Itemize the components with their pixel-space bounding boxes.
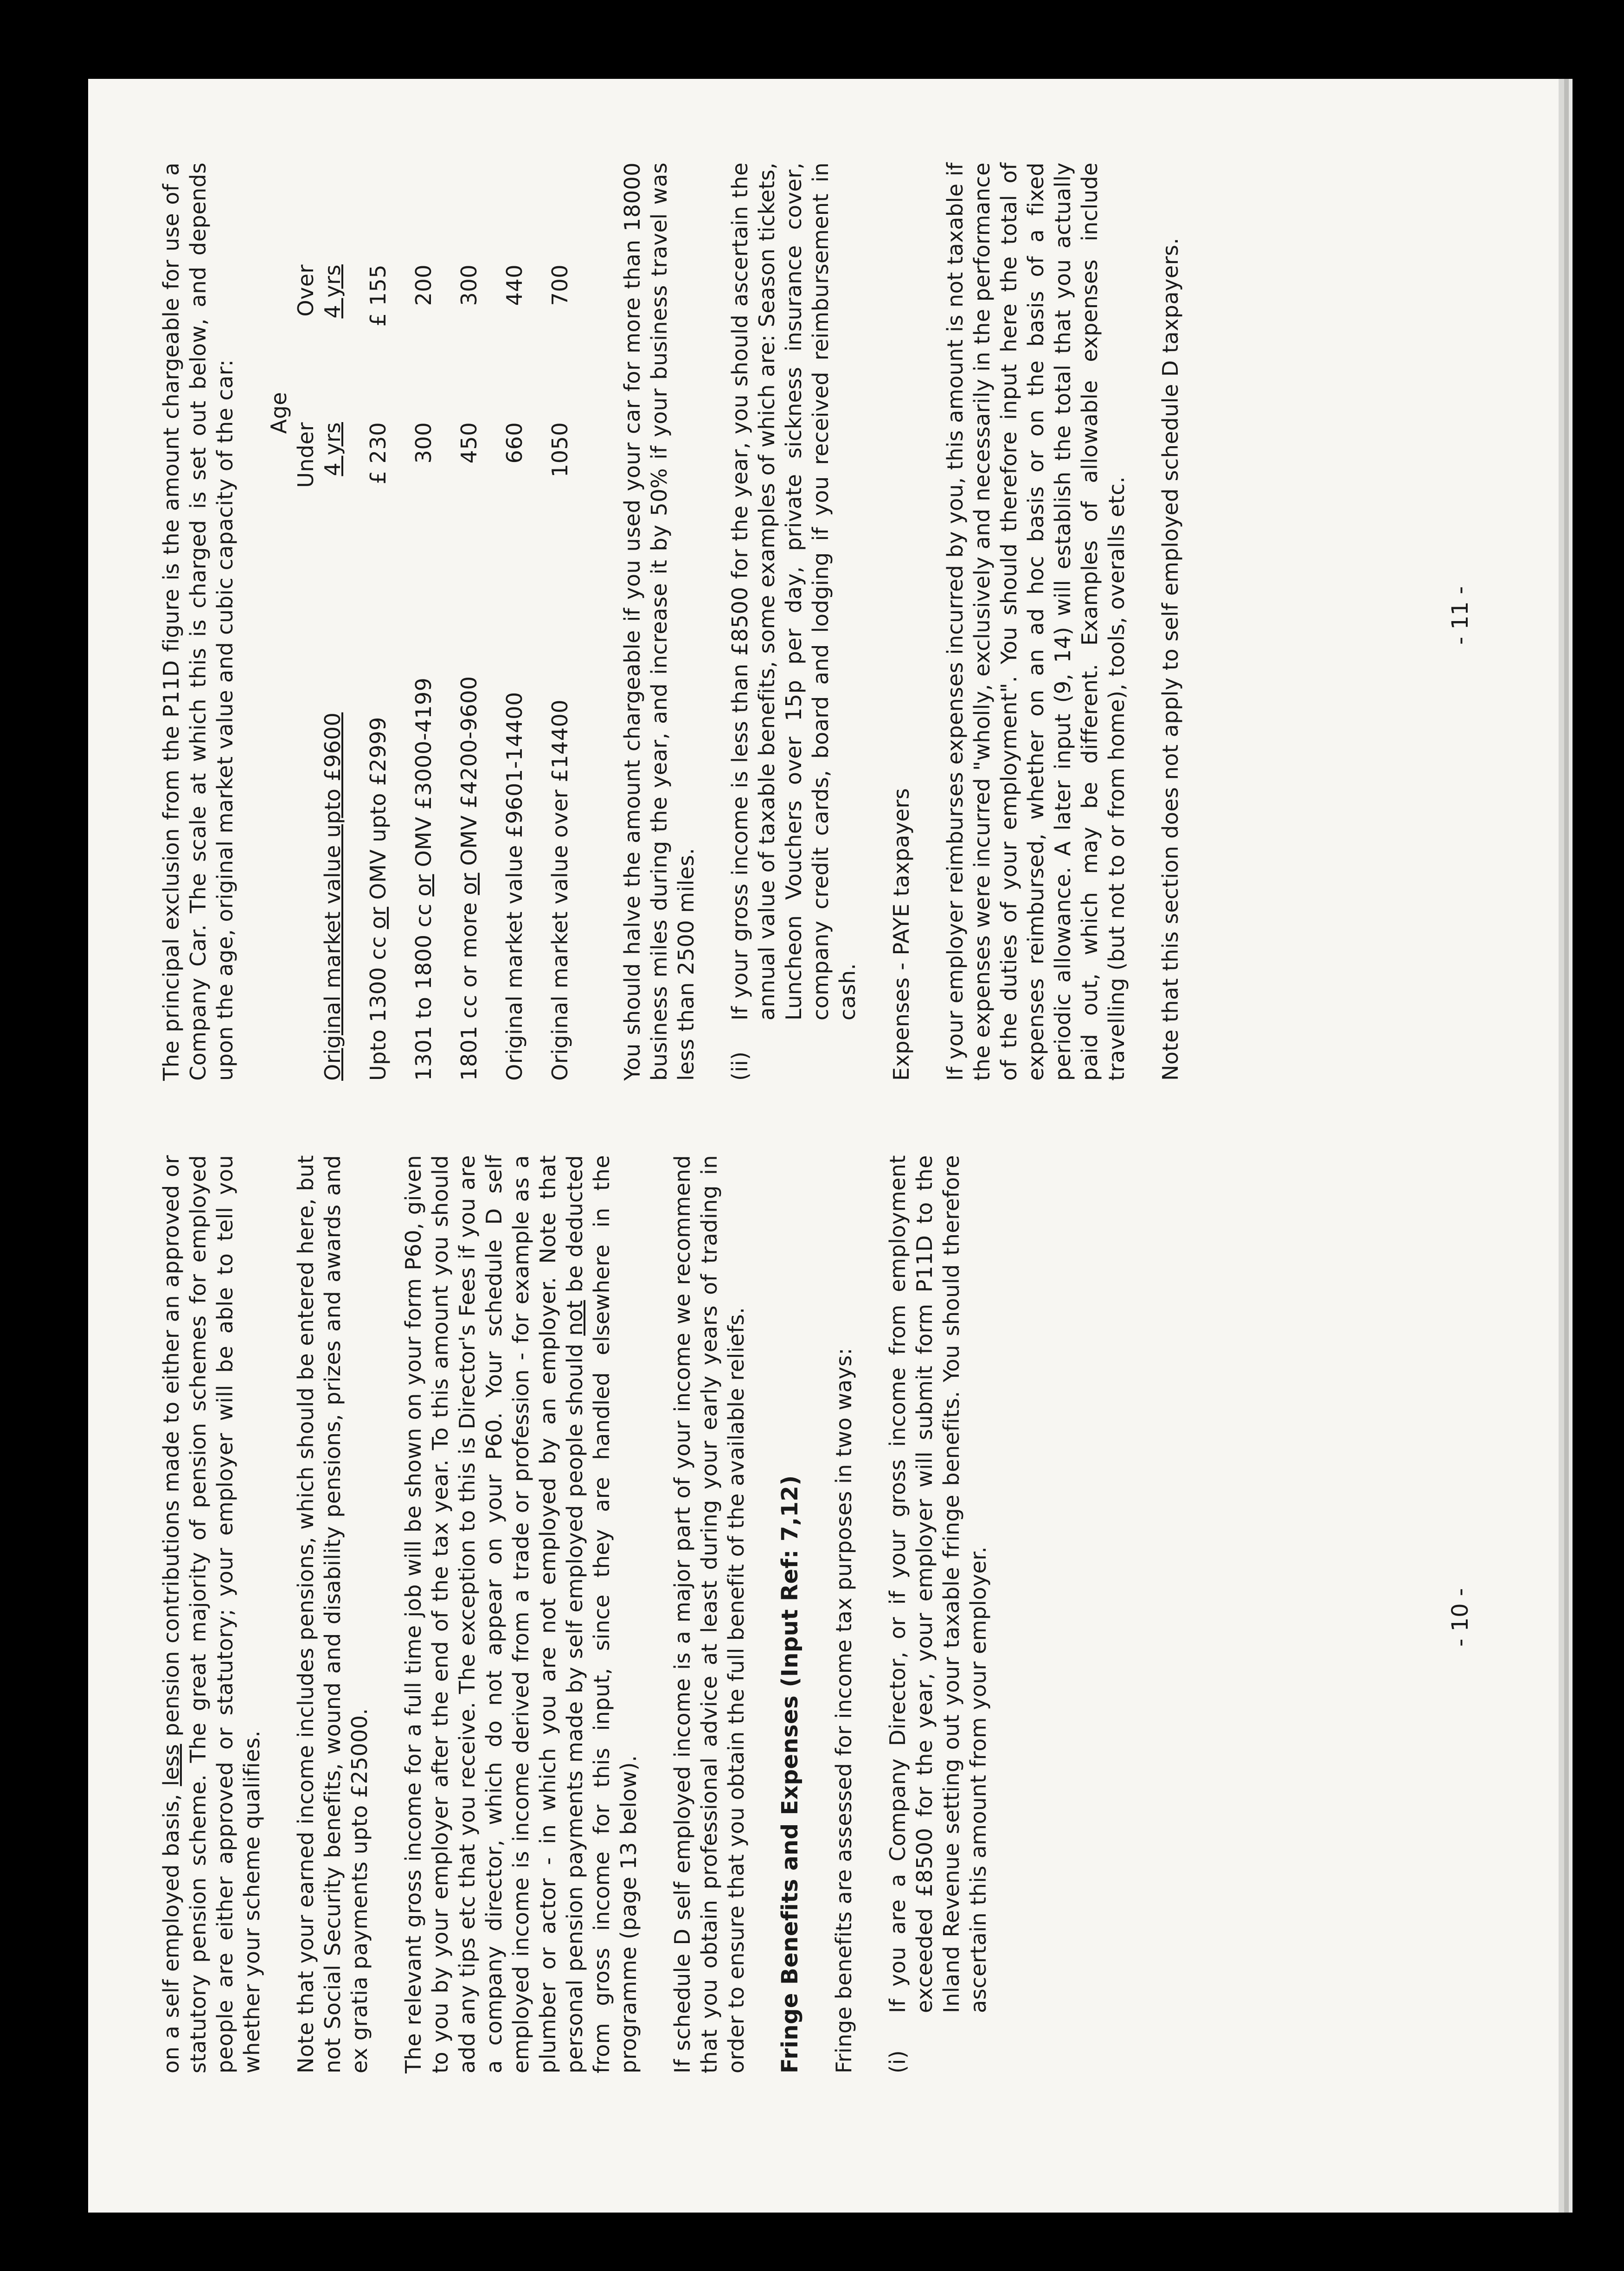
left-paragraph-5: Fringe benefits are assessed for income tax purposes in two ways: bbox=[831, 1347, 856, 2073]
page-number-11: - 11 - bbox=[1447, 586, 1473, 645]
list-item-number: (i) bbox=[885, 2050, 910, 2073]
left-paragraph-4: If schedule D self employed income is a major part of your income we recommend that you obtain professional advice at least during your early years of trading in order to ensure that you obtain the full benefit of the available reliefs. bbox=[670, 1155, 749, 2073]
section-heading-fringe-benefits: Fringe Benefits and Expenses (Input Ref: 7,12) bbox=[777, 1475, 803, 2073]
table-row: Original market value £9601-14400 660 440 bbox=[502, 264, 527, 1081]
list-item-text: If your gross income is less than £8500 for the year, you should ascertain the annual value of taxable benefits, some examples of which are: Season tickets, Luncheon Vouchers over 15p per day, private sickness insurance cover, company credit cards, board and lodging if you received reimbursement in cash. bbox=[727, 162, 860, 1020]
table-header-over-4: Over 4 yrs bbox=[293, 264, 345, 319]
table-header-row bbox=[292, 264, 365, 1081]
list-item-ii bbox=[726, 162, 861, 1081]
right-page-column bbox=[158, 162, 1211, 1081]
left-paragraph-1: on a self employed basis, less pension contributions made to either an approved or statutory pension scheme. The great majority of pension schemes for employed people are either approved or statutory; your employer will be able to tell you whether your scheme qualifies. bbox=[159, 1155, 264, 2073]
page-spread bbox=[88, 79, 1559, 2213]
table-row: 1801 cc or more or OMV £4200-9600 450 300 bbox=[456, 264, 481, 1081]
subheading-expenses-paye: Expenses - PAYE taxpayers bbox=[889, 788, 914, 1081]
right-paragraph-2: You should halve the amount chargeable if you used your car for more than 18000 business miles during the year, and increase it by 50% if your business travel was less than 2500 miles. bbox=[620, 162, 699, 1081]
left-page-column bbox=[158, 1155, 1019, 2073]
table-header-under-4: Under 4 yrs bbox=[293, 422, 345, 488]
page-number-10: - 10 - bbox=[1447, 1588, 1473, 1647]
table-row: 1301 to 1800 cc or OMV £3000-4199 300 200 bbox=[411, 264, 436, 1081]
left-paragraph-2: Note that your earned income includes pensions, which should be entered here, but not Social Security benefits, wound and disability pensions, prizes and awards and ex gratia payments upto £25000. bbox=[293, 1155, 372, 2073]
table-row: Original market value over £14400 1050 700 bbox=[547, 264, 572, 1081]
company-car-scale-table bbox=[265, 264, 592, 1081]
table-header-label: Original market value upto £9600 bbox=[320, 712, 345, 1081]
list-item-number: (ii) bbox=[727, 1051, 752, 1081]
left-paragraph-3: The relevant gross income for a full time job will be shown on your form P60, given to you by your employer after the end of the tax year. To this amount you should add any tips etc that you receive. The exception to this is Director's Fees if you are a company director, which do not appear on your P60. Your schedule D self employed income is income derived from a trade or profession - for example as a plumber or actor - in which you are not employed by an employer. Note that personal pension payments made by self employed people should not be deducted from gross income for this input, since they are handled elsewhere in the programme (page 13 below). bbox=[401, 1155, 641, 2073]
table-age-label: Age bbox=[266, 391, 291, 434]
right-paragraph-4: Note that this section does not apply to self employed schedule D taxpayers. bbox=[1158, 237, 1183, 1081]
right-paragraph-3: If your employer reimburses expenses incurred by you, this amount is not taxable if the expenses were incurred "wholly, exclusively and necessarily in the performance of the duties of your employment". You should therefore input here the total of expenses reimbursed, whether on an ad hoc basis or on the basis of a fixed periodic allowance. A later input (9, 14) will establish the total that you actually paid out, which may be different. Examples of allowable expenses include travelling (but not to or from home), tools, overalls etc. bbox=[943, 162, 1129, 1081]
right-paragraph-1: The principal exclusion from the P11D figure is the amount chargeable for use of a Company Car. The scale at which this is charged is set out below, and depends upon the age, original market value and cubic capacity of the car: bbox=[159, 162, 238, 1081]
list-item-i bbox=[884, 1155, 992, 2073]
list-item-text: If you are a Company Director, or if your gross income from employment exceeded £8500 for the year, your employer will submit form P11D to the Inland Revenue setting out your taxable fringe benefits. You should therefore ascertain this amount from your employer. bbox=[885, 1155, 991, 2013]
document-sheet bbox=[88, 79, 1559, 2213]
table-row: Upto 1300 cc or OMV upto £2999 £ 230 £ 155 bbox=[366, 264, 391, 1081]
table-header-age-row bbox=[265, 264, 292, 1081]
